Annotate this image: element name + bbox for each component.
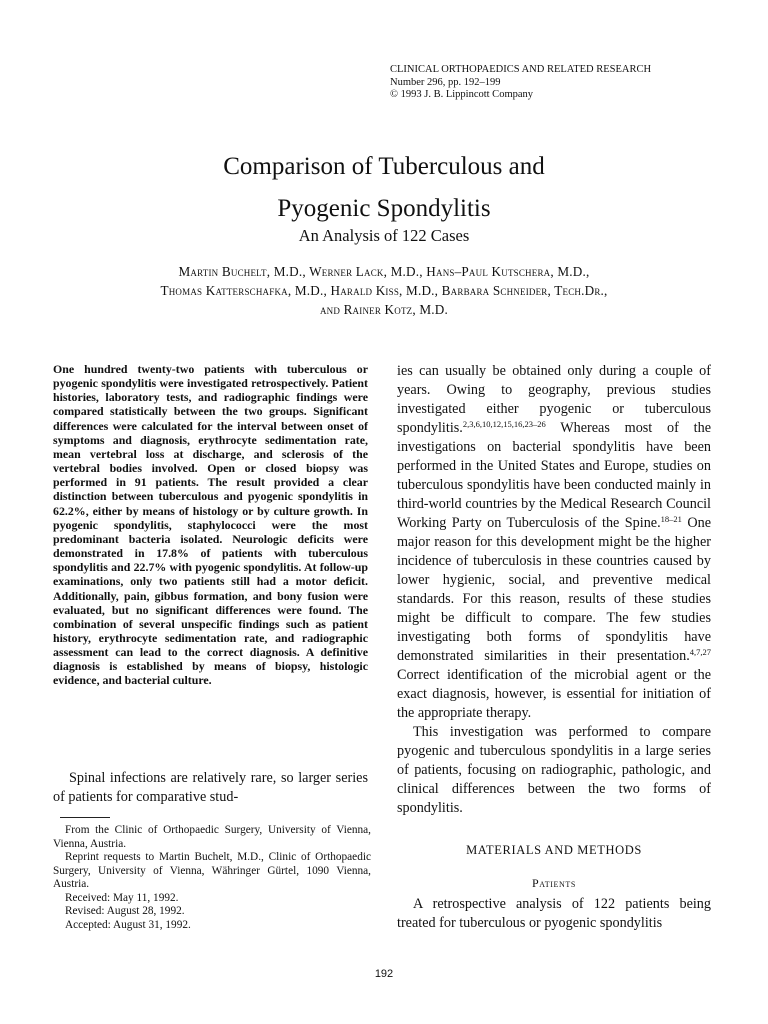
abstract: One hundred twenty-two patients with tuberculous or pyogenic spondylitis were investigated retrospectively. Patient histories, laboratory tests, and radiographic findings were compared statistically between the two groups. Significant differences were calculated for the interval between onset of symptoms and diagnosis, erythrocyte sedimentation rate, mean vertebral loss at discharge, and sclerosis of the vertebral bodies involved. Open or closed biopsy was performed in 91 patients. The result provided a clear distinction between tuberculous and pyogenic spondylitis in 62.2%, either by means of histology or by culture growth. In pyogenic spondylitis, staphylococci were the most predominant bacteria isolated. Neurologic deficits were demonstrated in 17.8% of patients with tuberculous spondylitis and 22.7% with pyogenic spondylitis. At follow-up examinations, only two patients still had a motor deficit. Additionally, pain, gibbus formation, and bony fusion were evaluated, but no significant differences were found. The combination of several unspecific findings such as patient history, erythrocyte sedimentation rate, and radiographic assessment can lead to the correct diagnosis. A definitive diagnosis is established by means of biopsy, histologic evidence, and bacterial culture.	[53, 362, 368, 688]
footnote-affiliation: From the Clinic of Orthopaedic Surgery, University of Vienna, Vienna, Austria.	[53, 824, 371, 850]
footnote-divider	[60, 817, 110, 818]
footnotes	[53, 824, 371, 932]
title-line-1: Comparison of Tuberculous and	[223, 153, 545, 180]
journal-header	[390, 64, 750, 102]
intro-text-d: Correct identification of the microbial agent or the exact diagnosis, however, is essential for initiation of the appropriate therapy.	[397, 667, 711, 721]
intro-paragraph-start: Spinal infections are relatively rare, so larger series of patients for comparative stud-	[53, 770, 368, 805]
intro-text-b: Whereas most of the investigations on bacterial spondylitis have been performed in the United States and Europe, studies on tuberculous spondylitis have been conducted mainly in third-world countries by the Medical Research Council Working Party on Tuberculosis of the Spine.	[397, 420, 711, 531]
footnote-received: Received: May 11, 1992.	[65, 891, 179, 904]
title-line-2: Pyogenic Spondylitis	[277, 195, 491, 222]
journal-issue: Number 296, pp. 192–199	[390, 76, 501, 88]
right-column	[397, 362, 711, 818]
authors-line-1: Martin Buchelt, M.D., Werner Lack, M.D., Hans–Paul Kutschera, M.D.,	[178, 264, 590, 279]
footnote-revised: Revised: August 28, 1992.	[65, 905, 185, 917]
citation-ref-1: 2,3,6,10,12,15,16,23–26	[462, 419, 546, 429]
author-list	[0, 262, 768, 319]
intro-text-a: ies can usually be obtained only during a couple of years. Owing to geography, previous studies investigated either pyogenic or tuberculous spondylitis.	[397, 363, 711, 436]
patients-paragraph: A retrospective analysis of 122 patients being treated for tuberculous or pyogenic spondylitis	[397, 896, 711, 931]
purpose-paragraph: This investigation was performed to compare pyogenic and tuberculous spondylitis in a large series of patients, focusing on radiographic, pathologic, and clinical differences between the two forms of spondylitis.	[397, 724, 711, 816]
journal-copyright: © 1993 J. B. Lippincott Company	[390, 89, 534, 100]
intro-text-c: One major reason for this development might be the higher incidence of tuberculosis in these countries caused by lower hygienic, social, and preventive medical standards. For this reason, results of these studies might be difficult to compare. The few studies investigating both forms of spondylitis have demonstrated similarities in their presentation.	[397, 515, 711, 664]
article-subtitle: An Analysis of 122 Cases	[298, 226, 470, 245]
journal-name: CLINICAL ORTHOPAEDICS AND RELATED RESEARCH	[390, 64, 652, 75]
citation-ref-2: 18–21	[660, 514, 682, 524]
authors-line-2: Thomas Katterschafka, M.D., Harald Kiss, M.D., Barbara Schneider, Tech.Dr.,	[160, 283, 608, 298]
page-number: 192	[374, 968, 394, 980]
footnote-accepted: Accepted: August 31, 1992.	[65, 918, 191, 931]
subsection-heading: Patients	[532, 876, 576, 890]
section-heading: MATERIALS AND METHODS	[466, 843, 642, 857]
article-title	[0, 146, 768, 230]
intro-paragraph-continued	[397, 362, 711, 723]
authors-line-3: and Rainer Kotz, M.D.	[319, 302, 449, 317]
footnote-reprint: Reprint requests to Martin Buchelt, M.D., Clinic of Orthopaedic Surgery, University of Vienna, Währinger Gürtel, 1090 Vienna, Austria.	[53, 851, 371, 890]
citation-ref-3: 4,7,27	[689, 647, 711, 657]
